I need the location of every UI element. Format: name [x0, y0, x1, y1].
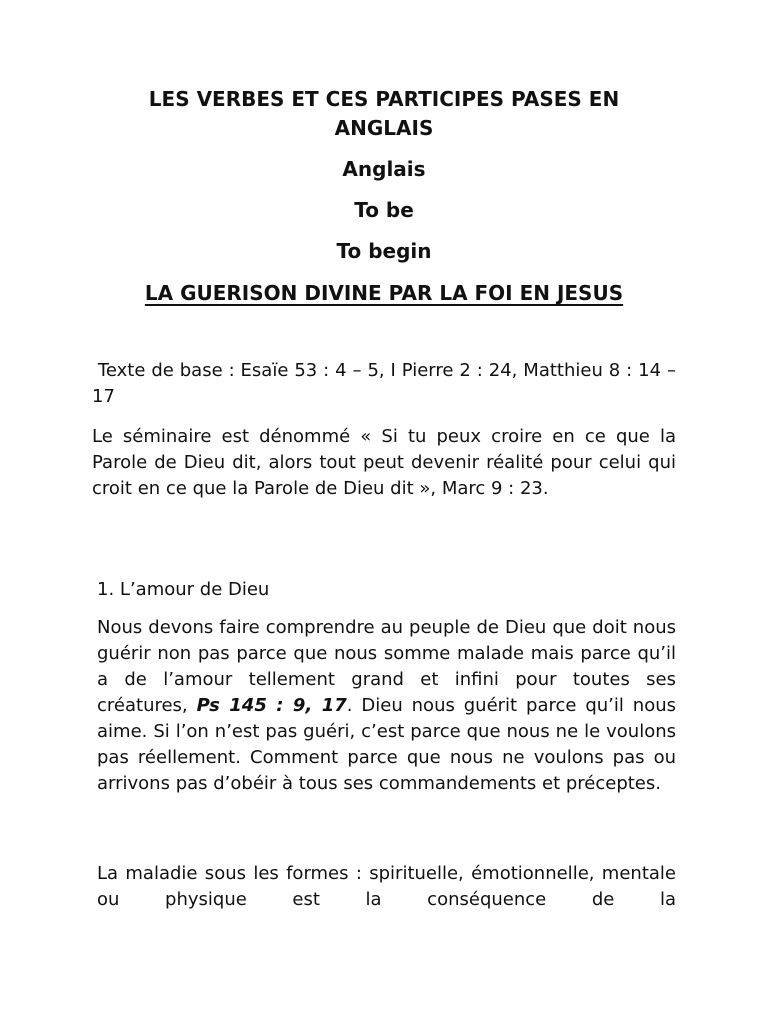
list-item-1-heading	[97, 577, 269, 603]
title-line-2: ANGLAIS	[334, 116, 434, 140]
love-paragraph-text-2: . Dieu nous guérit parce qu’il nous aime. Si l’on n’est pas guéri, c’est parce que nous ne le voulons pas réellement. Comment parce que nous ne voulons pas ou arrivons pas d’obéir à tous ses commandements et préceptes.	[97, 695, 677, 794]
subtitle-to-begin: To begin	[336, 239, 432, 263]
illness-paragraph: La maladie sous les formes : spirituelle, émotionnelle, mentale ou physique est la conséquence de la	[97, 863, 676, 910]
list-item-title: L’amour de Dieu	[119, 579, 270, 600]
seminar-paragraph: Le séminaire est dénommé « Si tu peux croire en ce que la Parole de Dieu dit, alors tout peut devenir réalité pour celui qui croit en ce que la Parole de Dieu dit », Marc 9 : 23.	[92, 426, 676, 499]
subtitle-anglais: Anglais	[342, 157, 426, 181]
section-title	[80, 279, 688, 308]
scripture-reference: Ps 145 : 9, 17	[196, 695, 347, 716]
love-of-god-paragraph	[97, 615, 676, 797]
base-text-paragraph: Texte de base : Esaïe 53 : 4 – 5, I Pierre 2 : 24, Matthieu 8 : 14 – 17	[92, 360, 682, 407]
section-title-text: LA GUERISON DIVINE PAR LA FOI EN JESUS	[144, 281, 624, 305]
title-line-1: LES VERBES ET CES PARTICIPES PASES EN	[148, 87, 620, 111]
love-paragraph-text-1: Nous devons faire comprendre au peuple de Dieu que doit nous guérir non pas parce que nous somme malade mais parce qu’il a de l’amour tellement grand et infini pour toutes ses créatures,	[97, 617, 676, 716]
subtitle-to-be: To be	[354, 198, 414, 222]
document-title	[80, 85, 688, 143]
list-item-number: 1.	[97, 579, 115, 600]
